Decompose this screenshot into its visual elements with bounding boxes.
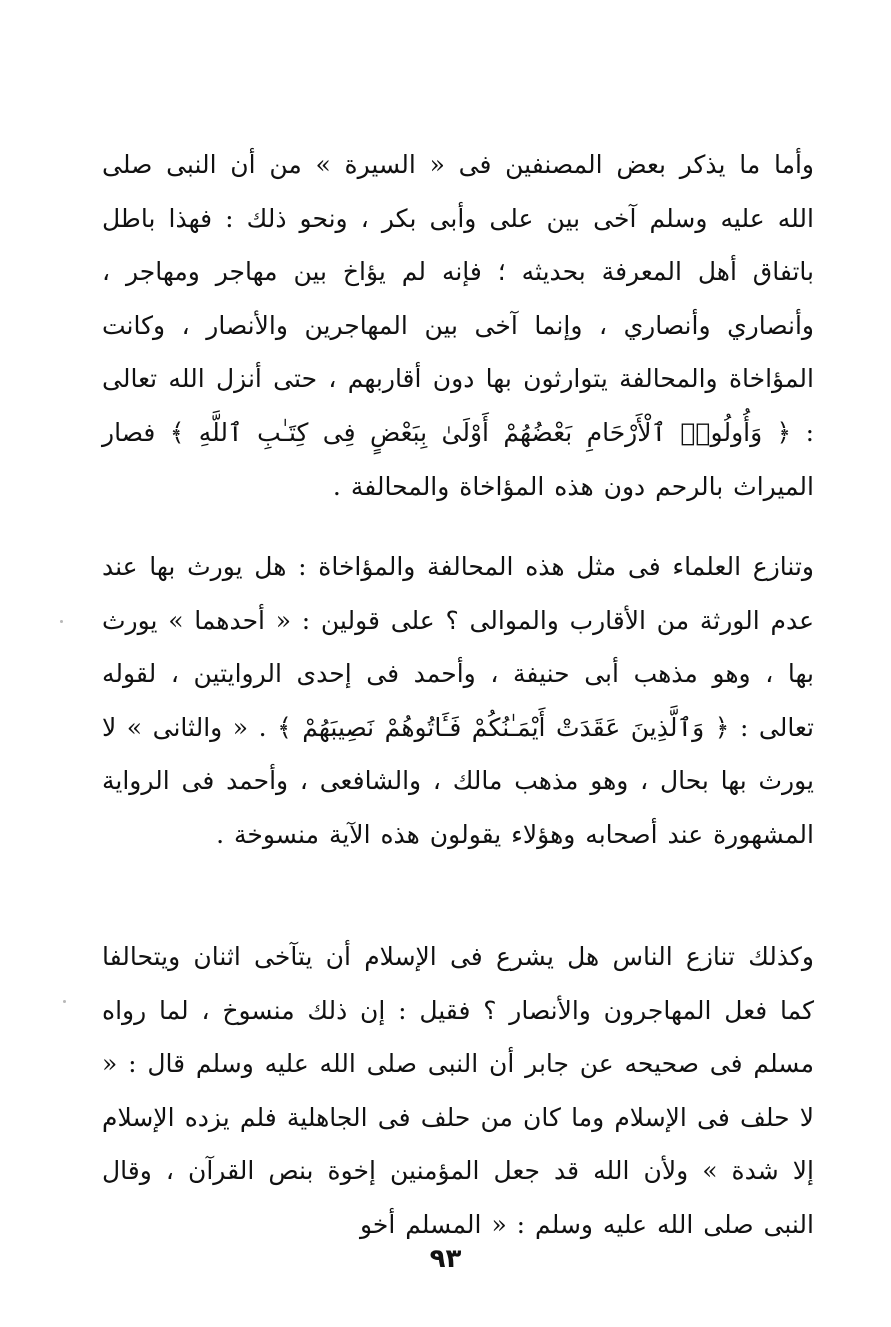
scan-speck bbox=[63, 1000, 66, 1003]
paragraph-2: وتنازع العلماء فى مثل هذه المحالفة والمؤاخاة : هل يورث بها عند عدم الورثة من الأقارب والموالى ؟ على قولين : « أحدهما » يورث بها ، وهو مذهب أبى حنيفة ، وأحمد فى إحدى الروايتين ، لقوله تعالى : ﴿ وَٱلَّذِينَ عَقَدَتْ أَيْمَـٰنُكُمْ فَـَٔاتُوهُمْ نَصِيبَهُمْ ﴾ . « والثانى » لا يورث بها بحال ، وهو مذهب مالك ، والشافعى ، وأحمد فى الرواية المشهورة عند أصحابه وهؤلاء يقولون هذه الآية منسوخة . bbox=[102, 552, 814, 849]
paragraph-1: وأما ما يذكر بعض المصنفين فى « السيرة » من أن النبى صلى الله عليه وسلم آخى بين على وأبى بكر ، ونحو ذلك : فهذا باطل باتفاق أهل المعرفة بحديثه ؛ فإنه لم يؤاخ بين مهاجر ومهاجر ، وأنصاري وأنصاري ، وإنما آخى بين المهاجرين والأنصار ، وكانت المؤاخاة والمحالفة يتوارثون بها دون أقاربهم ، حتى أنزل الله تعالى : ﴿ وَأُولُوا۟ ٱلْأَرْحَامِ بَعْضُهُمْ أَوْلَىٰ بِبَعْضٍ فِى كِتَـٰبِ ٱللَّهِ ﴾ فصار الميراث بالرحم دون هذه المؤاخاة والمحالفة . bbox=[102, 150, 814, 501]
scan-speck bbox=[60, 620, 63, 623]
paragraph-3: وكذلك تنازع الناس هل يشرع فى الإسلام أن يتآخى اثنان ويتحالفا كما فعل المهاجرون والأنصار ؟ فقيل : إن ذلك منسوخ ، لما رواه مسلم فى صحيحه عن جابر أن النبى صلى الله عليه وسلم قال : « لا حلف فى الإسلام وما كان من حلف فى الجاهلية فلم يزده الإسلام إلا شدة » ولأن الله قد جعل المؤمنين إخوة بنص القرآن ، وقال النبى صلى الله عليه وسلم : « المسلم أخو bbox=[102, 942, 815, 1239]
page-number: ٩٣ bbox=[429, 1244, 462, 1274]
